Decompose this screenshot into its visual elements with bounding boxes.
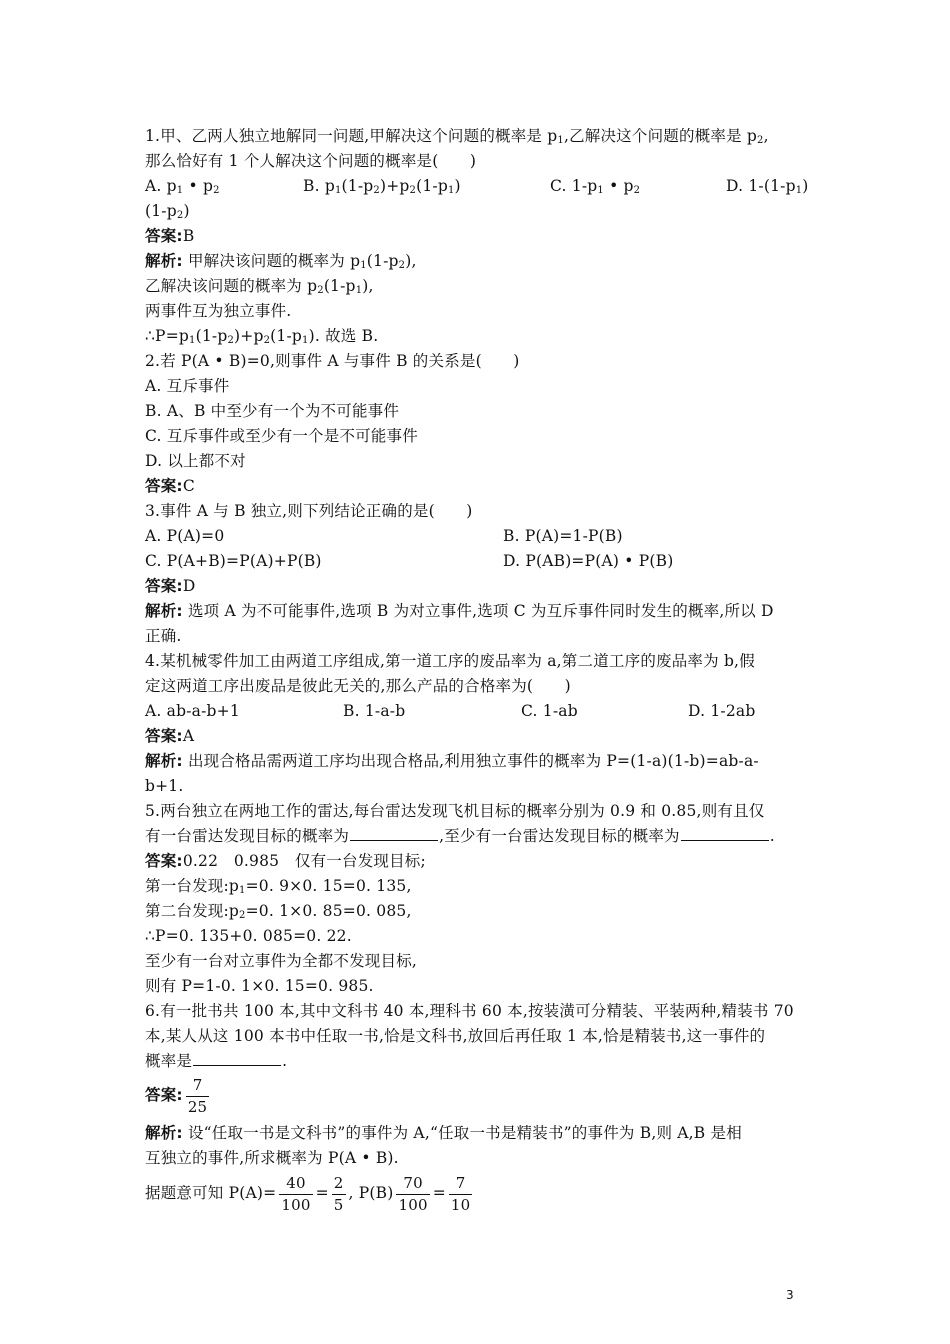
q4-option-a: A. ab-a-b+1 xyxy=(145,702,240,720)
fraction-7-10: $\frac{7}{10}$ xyxy=(450,1173,471,1214)
q3-option-a: A. P(A)=0 xyxy=(145,527,225,545)
q4-stem-line1: 4.某机械零件加工由两道工序组成,第一道工序的废品率为 a,第二道工序的废品率为 b,假 xyxy=(145,652,755,670)
q1-analysis-line1: 解析: 甲解决该问题的概率为 $p_1(1-p_2)$, xyxy=(145,252,417,271)
q6-analysis-line3: 据题意可知 P(A)= $\frac{40}{100}$ = $\frac{2}{5}$ , P(B) $\frac{70}{100}$ = $\frac{7}{10}$ xyxy=(145,1173,471,1214)
fraction-2-5: $\frac{2}{5}$ xyxy=(333,1173,344,1214)
q3-answer: 答案:D xyxy=(145,577,196,595)
q5-blank-2 xyxy=(681,826,769,841)
q6-blank xyxy=(193,1051,281,1066)
q1-option-a: A. $p_1$ • $p_2$ xyxy=(145,177,220,196)
q6-analysis-line1: 解析: 设“任取一书是文科书”的事件为 A,“任取一书是精装书”的事件为 B,则 A,B 是相 xyxy=(145,1124,742,1142)
q5-step-4: 至少有一台对立事件为全都不发现目标, xyxy=(145,952,418,970)
q4-stem-line2: 定这两道工序出废品是彼此无关的,那么产品的合格率为( ) xyxy=(145,677,571,695)
q1-answer: 答案:B xyxy=(145,227,195,245)
q3-analysis-line2: 正确. xyxy=(145,627,182,645)
q3-option-d: D. P(AB)=P(A) • P(B) xyxy=(503,552,674,570)
q1-option-d-cont: $(1-p_2)$ xyxy=(145,202,190,221)
q5-step-1: 第一台发现$:p_1=0$. 9×0. 15=0. 135, xyxy=(145,877,412,896)
q5-stem-line2: 有一台雷达发现目标的概率为 ,至少有一台雷达发现目标的概率为 . xyxy=(145,827,775,845)
q6-answer-fraction: $\frac{7}{25}$ xyxy=(187,1075,208,1116)
q2-option-b: B. A、B 中至少有一个为不可能事件 xyxy=(145,402,400,420)
q4-answer: 答案:A xyxy=(145,727,195,745)
q6-stem-line1: 6.有一批书共 100 本,其中文科书 40 本,理科书 60 本,按装潢可分精装、平装两种,精装书 70 xyxy=(145,1002,794,1020)
q1-analysis-line3: 两事件互为独立事件. xyxy=(145,302,292,320)
q1-option-b: B. $p_1(1-p_2)+p_2(1-p_1)$ xyxy=(303,177,461,196)
q4-option-d: D. 1-2ab xyxy=(688,702,756,720)
q2-stem: 2.若 P(A • B)=0,则事件 A 与事件 B 的关系是( ) xyxy=(145,352,520,370)
q4-option-c: C. 1-ab xyxy=(521,702,578,720)
q4-analysis-line2: b+1. xyxy=(145,777,184,795)
q4-analysis-line1: 解析: 出现合格品需两道工序均出现合格品,利用独立事件的概率为 P=(1-a)(1-b)=ab-a- xyxy=(145,752,759,770)
q5-blank-1 xyxy=(350,826,438,841)
q3-option-c: C. P(A+B)=P(A)+P(B) xyxy=(145,552,322,570)
q2-option-d: D. 以上都不对 xyxy=(145,452,246,470)
q5-step-3: ∴P=0. 135+0. 085=0. 22. xyxy=(145,927,352,945)
q1-option-d: D. $1-(1-p_1)$ xyxy=(726,177,809,196)
q1-stem-line2: 那么恰好有 1 个人解决这个问题的概率是( ) xyxy=(145,152,477,170)
q1-analysis-line2: 乙解决该问题的概率为 $p_2(1-p_1)$, xyxy=(145,277,374,296)
q6-stem-line2: 本,某人从这 100 本书中任取一书,恰是文科书,放回后再任取 1 本,恰是精装书,这一事件的 xyxy=(145,1027,766,1045)
q1-option-c: C. $1-p_1$ • $p_2$ xyxy=(550,177,641,196)
q4-option-b: B. 1-a-b xyxy=(343,702,406,720)
q6-stem-line3: 概率是 . xyxy=(145,1052,288,1070)
fraction-40-100: $\frac{40}{100}$ xyxy=(281,1173,311,1214)
fraction-70-100: $\frac{70}{100}$ xyxy=(398,1173,428,1214)
q2-option-c: C. 互斥事件或至少有一个是不可能事件 xyxy=(145,427,418,445)
q6-answer: 答案: $\frac{7}{25}$ xyxy=(145,1075,208,1116)
q5-stem-line1: 5.两台独立在两地工作的雷达,每台雷达发现飞机目标的概率分别为 0.9 和 0.85,则有且仅 xyxy=(145,802,765,820)
q2-answer: 答案:C xyxy=(145,477,195,495)
q2-option-a: A. 互斥事件 xyxy=(145,377,230,395)
q3-stem: 3.事件 A 与 B 独立,则下列结论正确的是( ) xyxy=(145,502,473,520)
page-number: 3 xyxy=(786,1288,794,1302)
q5-step-2: 第二台发现$:p_2=0$. 1×0. 85=0. 085, xyxy=(145,902,412,921)
q5-answer: 答案:0.22 0.985 仅有一台发现目标; xyxy=(145,852,426,870)
q3-option-b: B. P(A)=1-P(B) xyxy=(503,527,623,545)
q1-analysis-line4: $\therefore P=p_1(1-p_2)+p_2(1-p_1)$. 故选 B. xyxy=(145,327,379,346)
q3-analysis-line1: 解析: 选项 A 为不可能事件,选项 B 为对立事件,选项 C 为互斥事件同时发生的概率,所以 D xyxy=(145,602,774,620)
q5-step-5: 则有 P=1-0. 1×0. 15=0. 985. xyxy=(145,977,374,995)
q1-stem-line1: 1.甲、乙两人独立地解同一问题,甲解决这个问题的概率是 $p_1$,乙解决这个问题的概率是 $p_2$, xyxy=(145,127,769,146)
q6-analysis-line2: 互独立的事件,所求概率为 P(A • B). xyxy=(145,1149,399,1167)
